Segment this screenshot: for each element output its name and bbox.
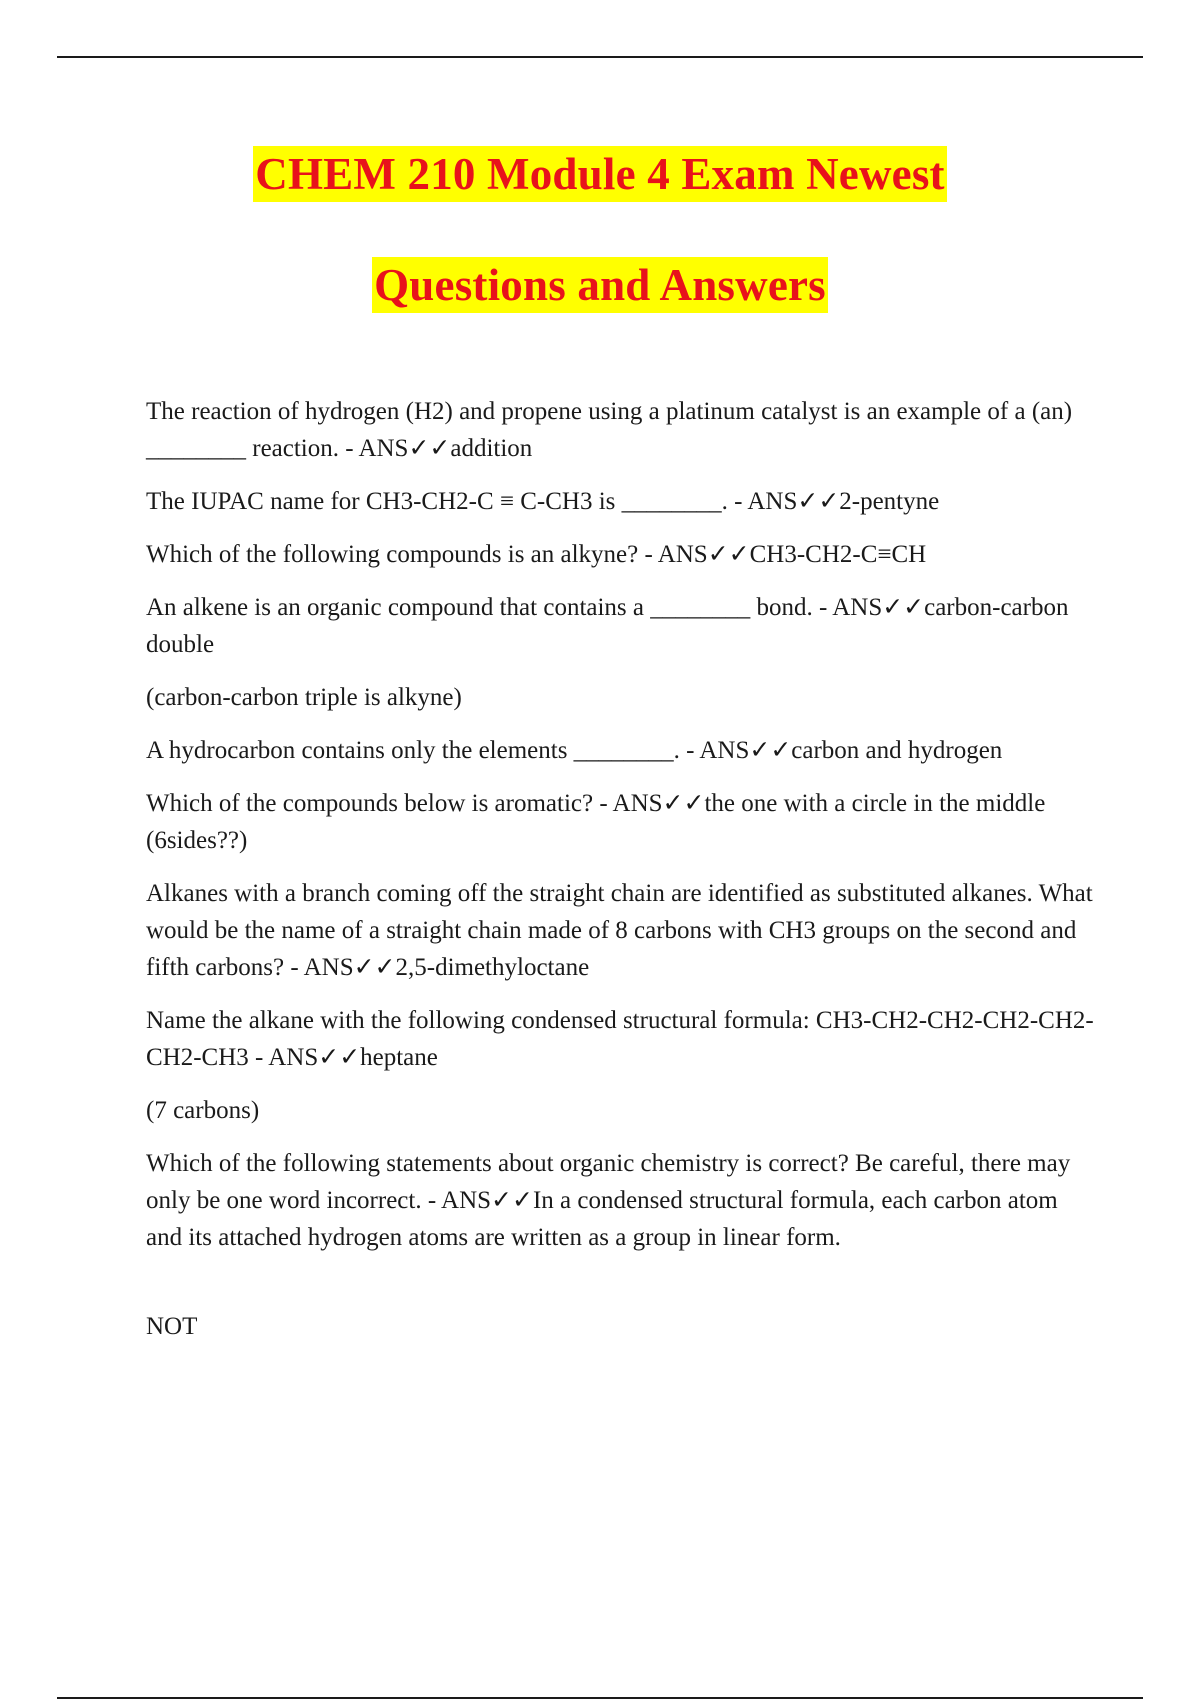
qa-paragraph-5: A hydrocarbon contains only the elements ________. - ANS✓✓carbon and hydrogen: [146, 737, 1003, 764]
qa-note-2: (7 carbons): [146, 1097, 260, 1124]
qa-paragraph-8: Name the alkane with the following condensed structural formula: CH3-CH2-CH2-CH2-CH2-CH2-CH3 - ANS✓✓heptane: [146, 1007, 1094, 1071]
qa-paragraph-1: The reaction of hydrogen (H2) and propene using a platinum catalyst is an example of a (an) ________ reaction. - ANS✓✓addition: [146, 398, 1073, 462]
qa-paragraph-2: The IUPAC name for CH3-CH2-C ≡ C-CH3 is ________. - ANS✓✓2-pentyne: [146, 488, 940, 515]
title-line-2: Questions and Answers: [372, 257, 828, 313]
qa-paragraph-10: NOT: [146, 1313, 198, 1340]
qa-paragraph-9: Which of the following statements about organic chemistry is correct? Be careful, there may only be one word incorrect. - ANS✓✓In a condensed structural formula, each carbon atom and its attached hydrogen atoms are written as a group in linear form.: [146, 1150, 1071, 1251]
title-line-1: CHEM 210 Module 4 Exam Newest: [253, 146, 946, 202]
top-rule: [57, 56, 1143, 58]
qa-paragraph-3: Which of the following compounds is an alkyne? - ANS✓✓CH3-CH2-C≡CH: [146, 541, 927, 568]
document-title: [0, 146, 1200, 313]
document-body: [146, 393, 1096, 1361]
bottom-rule: [57, 1697, 1143, 1699]
qa-paragraph-4: An alkene is an organic compound that contains a ________ bond. - ANS✓✓carbon-carbon double: [146, 594, 1069, 658]
qa-paragraph-7: Alkanes with a branch coming off the straight chain are identified as substituted alkanes. What would be the name of a straight chain made of 8 carbons with CH3 groups on the second and fifth carbons? - ANS✓✓2,5-dimethyloctane: [146, 880, 1093, 981]
qa-note-1: (carbon-carbon triple is alkyne): [146, 684, 462, 711]
qa-paragraph-6: Which of the compounds below is aromatic? - ANS✓✓the one with a circle in the middle (6sides??): [146, 790, 1046, 854]
